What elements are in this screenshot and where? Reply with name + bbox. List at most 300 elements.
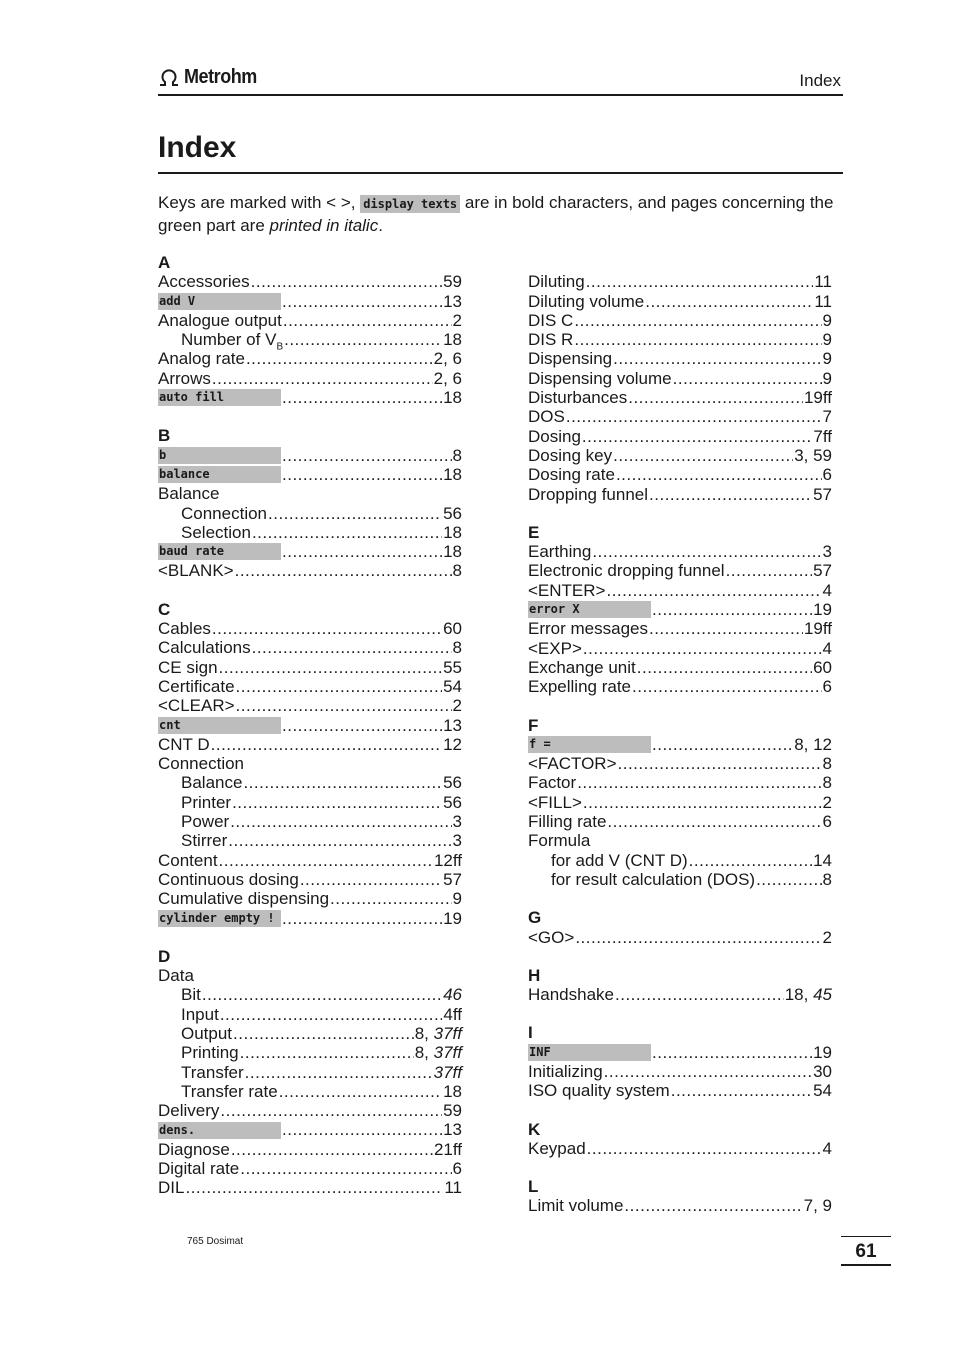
term-text: Error messages bbox=[528, 619, 648, 639]
index-term bbox=[528, 388, 627, 407]
page-ref: 54 bbox=[443, 676, 462, 696]
page-refs bbox=[804, 619, 832, 638]
index-entry bbox=[528, 793, 832, 812]
index-entry bbox=[158, 1140, 462, 1159]
term-text: Keypad bbox=[528, 1138, 586, 1158]
display-text-term bbox=[158, 717, 281, 734]
term-text: Dosing rate bbox=[528, 465, 615, 485]
index-section bbox=[158, 600, 462, 928]
dot-leader bbox=[240, 1043, 414, 1062]
index-term bbox=[528, 561, 725, 580]
index-term bbox=[181, 1005, 219, 1024]
index-entry bbox=[528, 870, 832, 889]
section-letter: A bbox=[158, 253, 171, 272]
page-refs bbox=[823, 349, 832, 368]
index-entry bbox=[528, 292, 832, 311]
intro-text-middle: are in bold characters, and pages concerning the green part are bbox=[158, 193, 834, 235]
index-term bbox=[181, 523, 251, 542]
page-refs bbox=[814, 272, 832, 291]
index-entry bbox=[158, 1120, 462, 1139]
index-entry bbox=[158, 851, 462, 870]
index-entry bbox=[158, 369, 462, 388]
term-text: Power bbox=[181, 812, 230, 832]
page-refs bbox=[443, 523, 462, 542]
index-term bbox=[528, 1139, 586, 1158]
dot-leader bbox=[673, 369, 822, 388]
index-term bbox=[528, 311, 573, 330]
index-term bbox=[528, 793, 582, 812]
index-term bbox=[528, 272, 585, 291]
index-entry bbox=[158, 966, 462, 985]
index-entry bbox=[158, 330, 462, 353]
page-ref: 12 bbox=[443, 734, 462, 754]
page-refs bbox=[443, 504, 462, 523]
index-term bbox=[181, 1043, 239, 1062]
term-text: for result calculation (DOS) bbox=[551, 869, 756, 889]
page-ref: 18, bbox=[784, 985, 809, 1005]
dot-leader bbox=[616, 465, 822, 484]
index-term bbox=[528, 812, 606, 831]
index-term bbox=[158, 638, 251, 657]
term-text: Electronic dropping funnel bbox=[528, 561, 725, 581]
term-text: <GO> bbox=[528, 927, 575, 947]
dot-leader bbox=[240, 1159, 451, 1178]
index-entry bbox=[158, 388, 462, 407]
index-entry bbox=[158, 773, 462, 792]
term-text: Exchange unit bbox=[528, 657, 636, 677]
index-section bbox=[158, 947, 462, 1198]
index-section bbox=[158, 253, 462, 407]
index-entry bbox=[528, 851, 832, 870]
index-entry bbox=[158, 735, 462, 754]
dot-leader bbox=[613, 446, 793, 465]
page-refs bbox=[415, 1024, 462, 1043]
index-entry bbox=[158, 1082, 462, 1101]
index-term bbox=[158, 484, 219, 503]
index-term bbox=[528, 985, 614, 1004]
term-text: Factor bbox=[528, 773, 577, 793]
term-text: Certificate bbox=[158, 676, 235, 696]
index-entry bbox=[158, 696, 462, 715]
page-refs bbox=[813, 485, 832, 504]
intro-text-after: . bbox=[378, 216, 383, 235]
page-refs bbox=[823, 330, 832, 349]
index-section bbox=[528, 1120, 832, 1159]
page-refs bbox=[823, 677, 832, 696]
metrohm-logo bbox=[158, 66, 265, 89]
page-ref: 11 bbox=[814, 272, 832, 292]
page-ref: 19ff bbox=[803, 619, 832, 639]
index-term bbox=[528, 773, 576, 792]
index-term bbox=[528, 427, 581, 446]
dot-leader bbox=[671, 1081, 812, 1100]
dot-leader bbox=[618, 754, 822, 773]
index-entry bbox=[528, 928, 832, 947]
section-letter: I bbox=[528, 1023, 533, 1043]
index-entry bbox=[528, 542, 832, 561]
index-entry bbox=[158, 446, 462, 465]
section-letter: K bbox=[528, 1119, 541, 1139]
index-entry bbox=[528, 427, 832, 446]
page-refs bbox=[434, 1140, 462, 1159]
page-refs bbox=[823, 542, 832, 561]
dot-leader bbox=[575, 928, 821, 947]
page-ref: 13 bbox=[443, 291, 462, 311]
display-text-term bbox=[158, 447, 281, 464]
section-letter: B bbox=[158, 426, 171, 446]
page-refs bbox=[453, 311, 462, 330]
page-ref: 6 bbox=[452, 1159, 462, 1179]
dot-leader bbox=[637, 658, 812, 677]
page-refs bbox=[443, 1005, 462, 1024]
section-letter: G bbox=[528, 908, 542, 928]
page-ref: 57 bbox=[813, 561, 832, 581]
term-text: Dosing bbox=[528, 426, 581, 446]
index-term bbox=[528, 369, 672, 388]
display-text-term bbox=[158, 293, 281, 310]
dot-leader bbox=[236, 696, 452, 715]
index-term bbox=[158, 1178, 184, 1197]
term-text: Input bbox=[181, 1004, 219, 1024]
dot-leader bbox=[235, 561, 452, 580]
index-term bbox=[528, 1196, 623, 1215]
index-entry bbox=[528, 1062, 832, 1081]
dot-leader bbox=[606, 581, 821, 600]
page-ref: 60 bbox=[813, 657, 832, 677]
index-entry bbox=[158, 716, 462, 735]
page-refs bbox=[443, 542, 462, 561]
term-text: Cables bbox=[158, 619, 211, 639]
index-term bbox=[181, 812, 229, 831]
index-entry bbox=[158, 812, 462, 831]
page-ref: 9 bbox=[452, 889, 462, 909]
dot-leader bbox=[645, 292, 813, 311]
page-ref: 4 bbox=[822, 638, 832, 658]
dot-leader bbox=[583, 793, 822, 812]
term-text: Balance bbox=[158, 484, 220, 504]
dot-leader bbox=[282, 1120, 442, 1139]
page-ref: 6 bbox=[822, 677, 832, 697]
index-entry bbox=[158, 349, 462, 368]
term-text: Printing bbox=[181, 1043, 239, 1063]
index-term bbox=[158, 851, 218, 870]
index-section bbox=[528, 966, 832, 1005]
index-term bbox=[528, 831, 590, 850]
page-refs bbox=[443, 292, 462, 311]
page-refs bbox=[823, 928, 832, 947]
page-ref: 59 bbox=[443, 1101, 462, 1121]
page-ref: 18 bbox=[443, 464, 462, 484]
index-entry bbox=[158, 831, 462, 850]
index-entry bbox=[528, 330, 832, 349]
dot-leader bbox=[211, 735, 442, 754]
index-entry bbox=[158, 889, 462, 908]
dot-leader bbox=[652, 600, 812, 619]
page-refs bbox=[443, 619, 462, 638]
omega-logo-icon bbox=[158, 69, 180, 87]
index-term bbox=[158, 311, 282, 330]
dot-leader bbox=[282, 542, 442, 561]
page-refs bbox=[453, 831, 462, 850]
index-term bbox=[528, 619, 648, 638]
index-term bbox=[528, 639, 582, 658]
page-refs bbox=[443, 909, 462, 928]
page-ref: 8 bbox=[452, 638, 462, 658]
term-text: DIS C bbox=[528, 310, 574, 330]
section-letter bbox=[528, 253, 832, 272]
term-text: Limit volume bbox=[528, 1196, 624, 1216]
index-term bbox=[158, 369, 211, 388]
page-refs bbox=[794, 446, 832, 465]
dot-leader bbox=[245, 1063, 433, 1082]
dot-leader bbox=[219, 851, 433, 870]
term-text: Formula bbox=[528, 831, 591, 851]
term-text: CE sign bbox=[158, 657, 218, 677]
display-text-sample: display texts bbox=[360, 195, 460, 213]
index-entry bbox=[528, 812, 832, 831]
page-ref: 19ff bbox=[803, 388, 832, 408]
index-term bbox=[158, 754, 244, 773]
dot-leader bbox=[756, 870, 821, 889]
page-refs bbox=[443, 388, 462, 407]
page-ref: 2, 6 bbox=[433, 349, 462, 369]
term-text: <BLANK> bbox=[158, 561, 234, 581]
index-entry bbox=[158, 292, 462, 311]
index-term bbox=[158, 696, 235, 715]
term-text: f = bbox=[529, 736, 551, 751]
index-term bbox=[528, 928, 574, 947]
page-ref: 8, bbox=[414, 1023, 429, 1043]
brand-name: Metrohm bbox=[184, 66, 257, 88]
page-refs bbox=[434, 851, 462, 870]
dot-leader bbox=[613, 349, 821, 368]
display-text-term bbox=[528, 736, 651, 753]
page-refs bbox=[785, 985, 832, 1004]
index-entry bbox=[158, 638, 462, 657]
dot-leader bbox=[220, 1101, 442, 1120]
dot-leader bbox=[268, 504, 442, 523]
dot-leader bbox=[652, 735, 793, 754]
index-section bbox=[528, 1023, 832, 1100]
page-refs bbox=[813, 600, 832, 619]
term-text: Diagnose bbox=[158, 1139, 230, 1159]
index-entry bbox=[528, 311, 832, 330]
term-text: DIS R bbox=[528, 330, 574, 350]
page-refs bbox=[443, 1082, 462, 1101]
page-ref: 57 bbox=[443, 869, 462, 889]
page-refs bbox=[443, 716, 462, 735]
page-refs bbox=[443, 773, 462, 792]
index-section bbox=[528, 523, 832, 697]
dot-leader bbox=[282, 716, 442, 735]
page-title: Index bbox=[158, 131, 237, 164]
term-text: Analog rate bbox=[158, 349, 245, 369]
index-term bbox=[158, 1140, 230, 1159]
index-entry bbox=[158, 561, 462, 580]
term-text: DIL bbox=[158, 1178, 185, 1198]
term-text: Stirrer bbox=[181, 831, 228, 851]
page-refs bbox=[453, 638, 462, 657]
term-text: Filling rate bbox=[528, 812, 607, 832]
page-ref: 8 bbox=[452, 445, 462, 465]
section-letter: H bbox=[528, 965, 541, 985]
page-ref: 2, 6 bbox=[433, 368, 462, 388]
page-ref: 19 bbox=[443, 908, 462, 928]
dot-leader bbox=[587, 1139, 822, 1158]
term-text: Diluting bbox=[528, 272, 585, 292]
index-section bbox=[158, 426, 462, 580]
dot-leader bbox=[583, 639, 822, 658]
index-term bbox=[528, 446, 612, 465]
index-entry bbox=[158, 1024, 462, 1043]
term-text: add V bbox=[159, 293, 196, 308]
index-entry bbox=[158, 1063, 462, 1082]
page-refs bbox=[813, 1081, 832, 1100]
dot-leader bbox=[330, 889, 451, 908]
term-text: balance bbox=[159, 467, 210, 482]
page-ref: 9 bbox=[822, 368, 832, 388]
index-entry bbox=[158, 523, 462, 542]
index-entry bbox=[158, 677, 462, 696]
index-entry bbox=[158, 1101, 462, 1120]
page-ref: 13 bbox=[443, 1120, 462, 1140]
page-ref: 8 bbox=[822, 869, 832, 889]
page-ref: 8 bbox=[822, 773, 832, 793]
term-text: for add V (CNT D) bbox=[551, 850, 688, 870]
page-ref-italic: 37ff bbox=[433, 1043, 462, 1063]
term-text: cnt bbox=[159, 717, 181, 732]
index-term bbox=[181, 1082, 278, 1101]
page-number: 61 bbox=[855, 1241, 877, 1262]
index-entry bbox=[528, 407, 832, 426]
page-ref: 55 bbox=[443, 657, 462, 677]
page-ref: 2 bbox=[822, 927, 832, 947]
page-ref: 3 bbox=[452, 812, 462, 832]
title-divider bbox=[158, 172, 843, 174]
term-text: Expelling rate bbox=[528, 677, 632, 697]
dot-leader bbox=[282, 292, 442, 311]
term-text: Continuous dosing bbox=[158, 869, 299, 889]
index-term bbox=[181, 1063, 244, 1082]
page-refs bbox=[443, 465, 462, 484]
page-refs bbox=[443, 658, 462, 677]
page-refs bbox=[804, 1196, 832, 1215]
page-ref: 9 bbox=[822, 330, 832, 350]
index-section bbox=[528, 1177, 832, 1216]
section-letter: D bbox=[158, 946, 171, 966]
dot-leader bbox=[689, 851, 812, 870]
index-entry bbox=[158, 1178, 462, 1197]
term-text: Selection bbox=[181, 522, 251, 542]
term-text: Content bbox=[158, 850, 218, 870]
dot-leader bbox=[232, 793, 442, 812]
index-entry bbox=[528, 677, 832, 696]
page-refs bbox=[434, 349, 462, 368]
term-text: Disturbances bbox=[528, 388, 628, 408]
page-number-box bbox=[841, 1236, 891, 1266]
page-ref: 18 bbox=[443, 1081, 462, 1101]
index-term bbox=[181, 773, 242, 792]
page-ref: 57 bbox=[813, 484, 832, 504]
page-ref: 37ff bbox=[433, 1062, 462, 1082]
page-refs bbox=[813, 851, 832, 870]
index-term bbox=[528, 542, 591, 561]
page-refs bbox=[434, 369, 462, 388]
index-entry bbox=[528, 619, 832, 638]
index-entry bbox=[528, 1081, 832, 1100]
index-term bbox=[158, 677, 235, 696]
index-term bbox=[528, 465, 615, 484]
index-entry bbox=[158, 870, 462, 889]
section-letter: C bbox=[158, 599, 171, 619]
display-text-term bbox=[528, 1044, 651, 1061]
page-refs bbox=[443, 1101, 462, 1120]
index-term bbox=[528, 1062, 603, 1081]
term-text: Handshake bbox=[528, 985, 615, 1005]
page-refs bbox=[823, 793, 832, 812]
term-text: Bit bbox=[181, 985, 201, 1005]
index-entry bbox=[528, 349, 832, 368]
term-text: Transfer bbox=[181, 1062, 244, 1082]
index-term bbox=[528, 349, 612, 368]
term-text: Dosing key bbox=[528, 445, 613, 465]
footer-product: 765 Dosimat bbox=[187, 1236, 244, 1247]
term-text: INF bbox=[529, 1044, 551, 1059]
index-entry bbox=[528, 369, 832, 388]
display-text-term bbox=[158, 910, 281, 927]
dot-leader bbox=[251, 272, 442, 291]
index-section bbox=[528, 716, 832, 890]
display-text-term bbox=[158, 1122, 281, 1139]
index-term bbox=[158, 349, 245, 368]
display-text-term bbox=[158, 466, 281, 483]
index-entry bbox=[528, 658, 832, 677]
page-ref: 13 bbox=[443, 715, 462, 735]
page-ref: 3, 59 bbox=[794, 445, 832, 465]
page-refs bbox=[813, 1043, 832, 1062]
page-refs bbox=[823, 773, 832, 792]
page-ref: 11 bbox=[814, 291, 832, 311]
page-refs bbox=[443, 793, 462, 812]
index-term bbox=[528, 485, 648, 504]
page-ref: 4ff bbox=[443, 1004, 462, 1024]
page-ref: 2 bbox=[452, 310, 462, 330]
term-text: Initializing bbox=[528, 1061, 603, 1081]
index-entry bbox=[528, 735, 832, 754]
page-refs bbox=[823, 812, 832, 831]
dot-leader bbox=[230, 812, 451, 831]
page-header bbox=[158, 64, 843, 96]
dot-leader bbox=[628, 388, 803, 407]
page-ref: 56 bbox=[443, 503, 462, 523]
term-text: Printer bbox=[181, 792, 232, 812]
dot-leader bbox=[279, 1082, 442, 1101]
index-entry bbox=[158, 542, 462, 561]
page-refs bbox=[443, 1120, 462, 1139]
page-ref: 4 bbox=[822, 580, 832, 600]
index-entry bbox=[158, 658, 462, 677]
index-entry bbox=[158, 1043, 462, 1062]
page-refs bbox=[453, 812, 462, 831]
index-term bbox=[158, 966, 194, 985]
index-term bbox=[551, 870, 755, 889]
page-ref: 60 bbox=[443, 619, 462, 639]
index-entry bbox=[158, 484, 462, 503]
page-ref: 8 bbox=[452, 561, 462, 581]
term-text: Accessories bbox=[158, 272, 250, 292]
page-ref-italic: 37ff bbox=[433, 1023, 462, 1043]
index-column-right bbox=[528, 253, 832, 1235]
